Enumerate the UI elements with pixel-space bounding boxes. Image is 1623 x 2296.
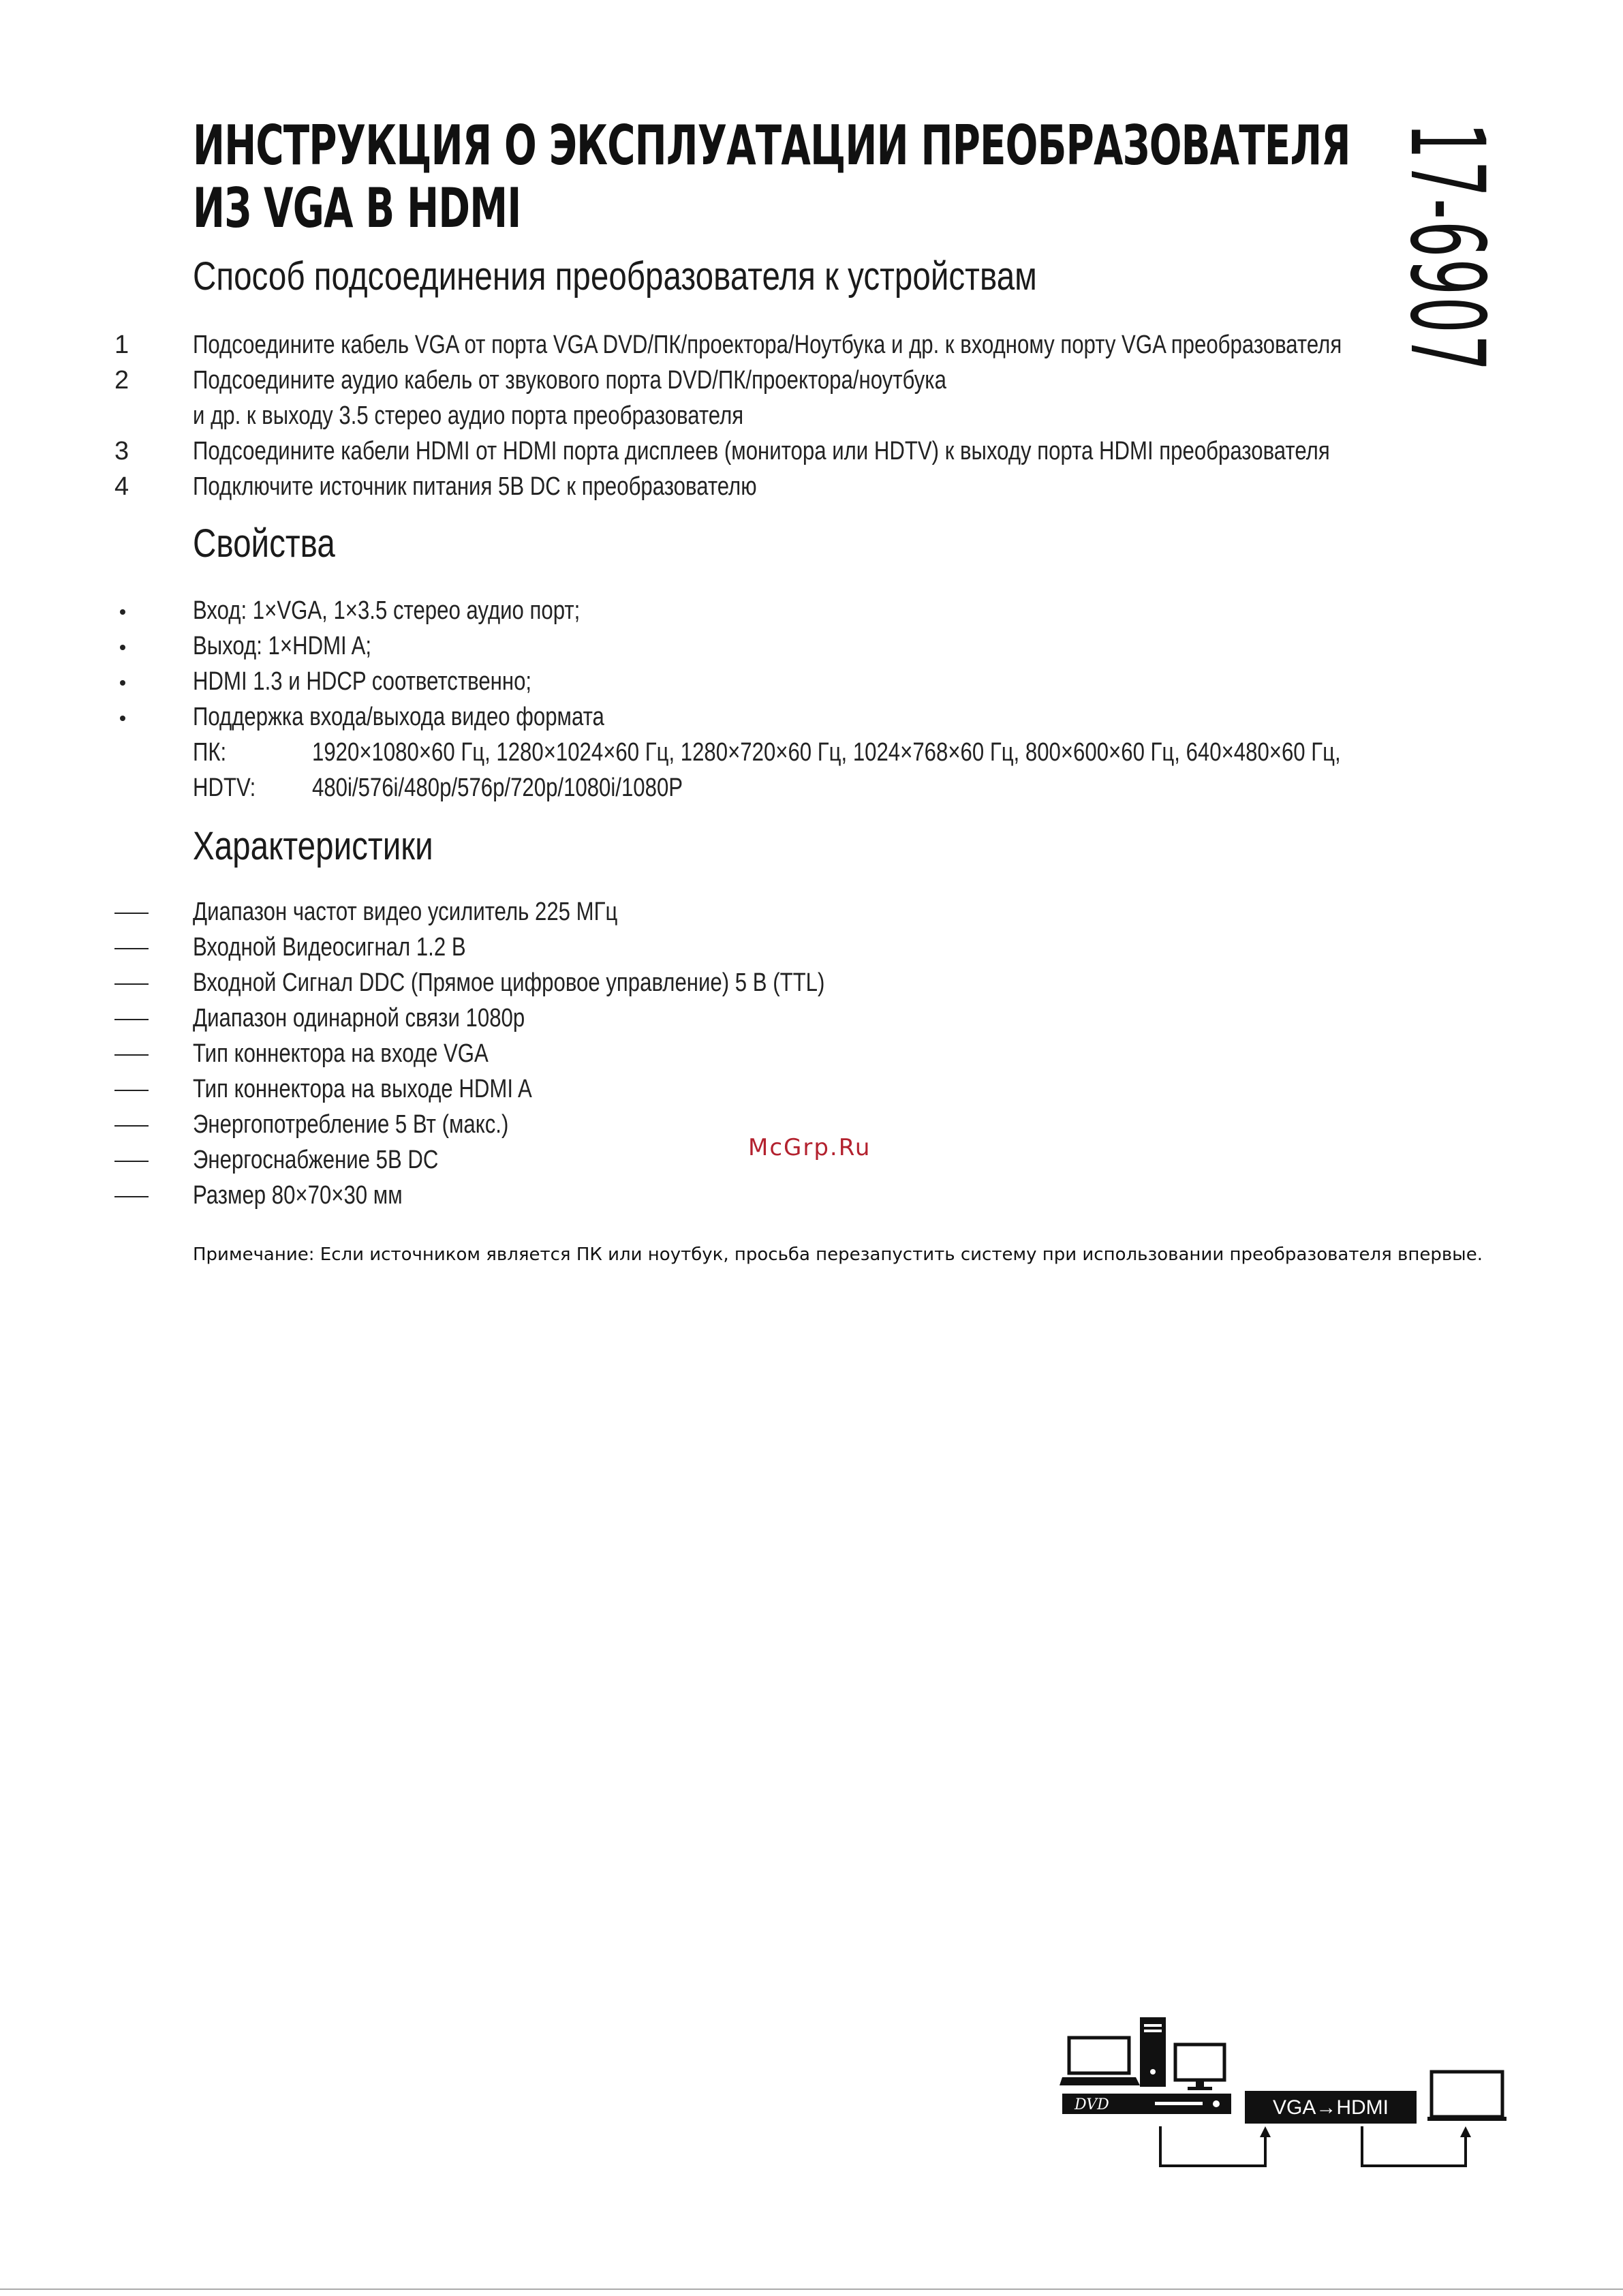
spec-item: Входной Сигнал DDC (Прямое цифровое управление) 5 В (TTL) — [193, 968, 825, 997]
connection-diagram — [1060, 2017, 1509, 2184]
step-text-continued: и др. к выходу 3.5 стерео аудио порта преобразователя — [193, 401, 744, 430]
step-number: 2 — [114, 366, 129, 395]
spec-item: Энергоснабжение 5В DC — [193, 1146, 439, 1174]
property-item: Выход: 1×HDMI A; — [193, 632, 372, 660]
spec-item: Энергопотребление 5 Вт (макс.) — [193, 1110, 509, 1139]
pc-tower-icon — [1140, 2017, 1166, 2087]
connection-heading: Способ подсоединения преобразователя к устройствам — [193, 254, 1037, 299]
monitor-icon — [1175, 2045, 1224, 2090]
dash-marker — [114, 1161, 149, 1162]
step-number: 1 — [114, 331, 129, 359]
bullet-icon — [120, 609, 125, 615]
step-text: Подсоедините аудио кабель от звукового порта DVD/ПК/проектора/ноутбука — [193, 366, 946, 395]
format-value: 480i/576i/480p/576p/720p/1080i/1080P — [312, 774, 683, 802]
converter-box — [1245, 2091, 1417, 2124]
step-text: Подключите источник питания 5В DC к преобразователю — [193, 472, 757, 501]
dash-marker — [114, 1196, 149, 1197]
property-item: Вход: 1×VGA, 1×3.5 стерео аудио порт; — [193, 596, 581, 625]
format-label: HDTV: — [193, 774, 256, 802]
arrow-head-icon — [1460, 2126, 1471, 2137]
bullet-icon — [120, 716, 125, 721]
property-item: Поддержка входа/выхода видео формата — [193, 703, 604, 731]
dash-marker — [114, 1125, 149, 1127]
title-line-2: ИЗ VGA В HDMI — [193, 177, 521, 240]
watermark-link[interactable]: McGrp.Ru — [748, 1134, 871, 1161]
spec-item: Диапазон частот видео усилитель 225 МГц — [193, 898, 618, 926]
laptop-icon — [1060, 2038, 1140, 2085]
dash-marker — [114, 1090, 149, 1091]
spec-item: Диапазон одинарной связи 1080p — [193, 1004, 525, 1032]
arrow-head-icon — [1260, 2126, 1271, 2137]
specs-heading: Характеристики — [193, 824, 433, 868]
dash-marker — [114, 983, 149, 985]
step-number: 3 — [114, 437, 129, 465]
title-line-1: ИНСТРУКЦИЯ О ЭКСПЛУАТАЦИИ ПРЕОБРАЗОВАТЕЛЯ — [193, 114, 1350, 177]
dash-marker — [114, 1019, 149, 1020]
spec-item: Тип коннектора на выходе HDMI A — [193, 1075, 532, 1103]
step-number: 4 — [114, 472, 129, 501]
connection-arrows — [1160, 2126, 1466, 2166]
dash-marker — [114, 913, 149, 914]
diagram-svg — [1060, 2017, 1509, 2181]
dvd-player-icon — [1062, 2094, 1231, 2114]
properties-heading: Свойства — [193, 521, 335, 566]
dvd-label: DVD — [1075, 2096, 1109, 2113]
bottom-rule — [0, 2289, 1623, 2290]
step-text: Подсоедините кабель VGA от порта VGA DVD/ПК/проектора/Ноутбука и др. к входному порту VGA преобразователя — [193, 331, 1342, 359]
spec-item: Входной Видеосигнал 1.2 В — [193, 933, 466, 962]
format-value: 1920×1080×60 Гц, 1280×1024×60 Гц, 1280×720×60 Гц, 1024×768×60 Гц, 800×600×60 Гц, 640×480×60 Гц, — [312, 738, 1341, 767]
note: Примечание: Если источником является ПК или ноутбук, просьба перезапустить систему при использовании преобразователя впервые. — [193, 1244, 1483, 1265]
bullet-icon — [120, 680, 125, 686]
tv-icon — [1427, 2072, 1506, 2121]
dash-marker — [114, 948, 149, 949]
model-number: 17-6907 — [1387, 123, 1506, 373]
bullet-icon — [120, 645, 125, 650]
dash-marker — [114, 1054, 149, 1056]
format-label: ПК: — [193, 738, 227, 767]
spec-item: Размер 80×70×30 мм — [193, 1181, 403, 1210]
spec-item: Тип коннектора на входе VGA — [193, 1039, 489, 1068]
converter-label: VGA→HDMI — [1272, 2096, 1389, 2119]
page-title — [193, 114, 1351, 240]
step-text: Подсоедините кабели HDMI от HDMI порта дисплеев (монитора или HDTV) к выходу порта HDMI преобразователя — [193, 437, 1330, 465]
property-item: HDMI 1.3 и HDCP соответственно; — [193, 667, 532, 696]
